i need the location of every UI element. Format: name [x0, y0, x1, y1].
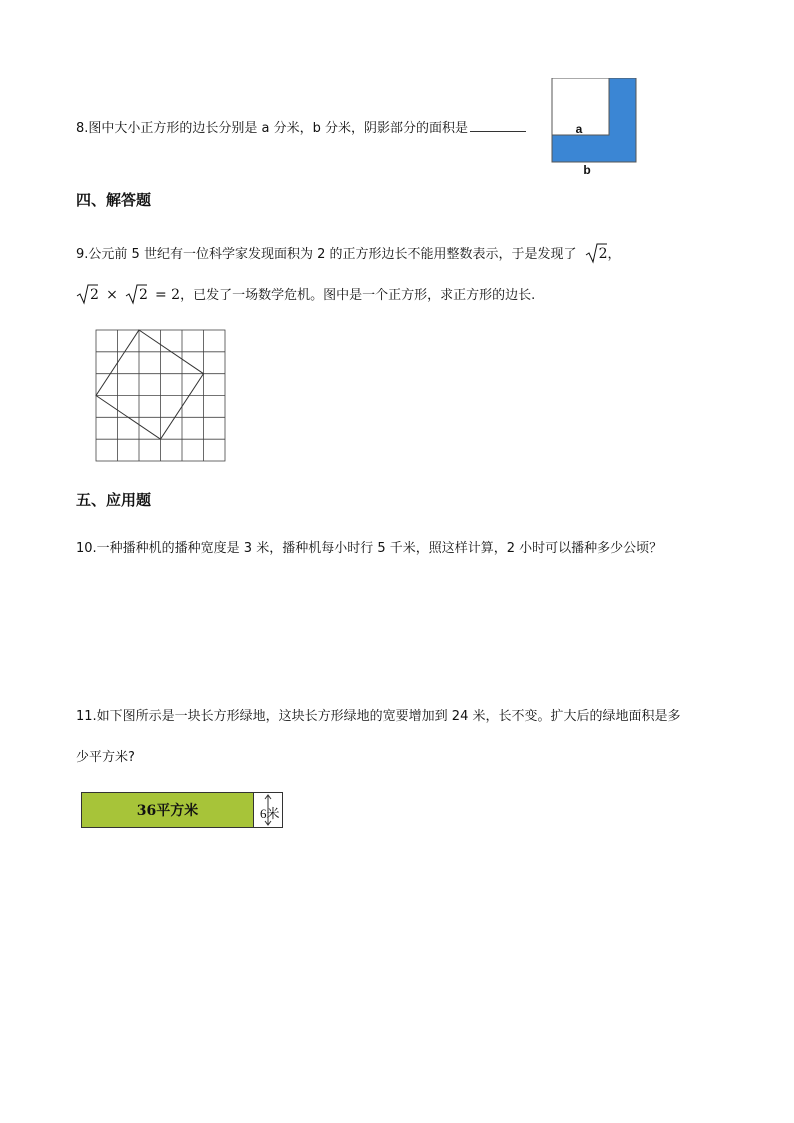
q11-green-rectangle	[81, 792, 254, 828]
section5-title: 五、应用题	[76, 491, 152, 509]
q11-width-box	[253, 792, 283, 828]
section4-title: 四、解答题	[76, 191, 152, 209]
q11-line2: 少平方米?	[76, 750, 135, 765]
q9-grid-figure	[94, 328, 228, 464]
q9-tilted-square	[96, 330, 204, 439]
q9-sqrt-arg: 2	[598, 246, 608, 262]
q9-line1	[76, 242, 621, 264]
q9-times-sign: ×	[106, 287, 118, 303]
q9-line1-text: 9.公元前 5 世纪有一位科学家发现面积为 2 的正方形边长不能用整数表示，于是发现了	[76, 247, 577, 262]
q8-label-b: b	[583, 163, 591, 177]
q9-equals-two: = 2	[155, 287, 181, 303]
q8-squares-figure	[544, 78, 656, 178]
q8-prefix: 8.图中大小正方形的边长分别是 a 分米，b 分米，阴影部分的面积是	[76, 121, 469, 136]
q9-grid-lines	[96, 330, 225, 461]
q9-sqrt-arg-1: 2	[90, 287, 99, 303]
q11-width-label: 6米	[260, 806, 280, 821]
q8-label-a: a	[575, 122, 583, 136]
q9-line1-tail: ，	[607, 247, 621, 262]
q9-line2	[76, 283, 535, 305]
q9-sqrt-arg-2: 2	[138, 287, 148, 303]
q11-area-label: 36平方米	[136, 803, 199, 819]
q9-line2-text: ，已发了一场数学危机。图中是一个正方形，求正方形的边长.	[180, 288, 536, 303]
q8-text	[76, 119, 526, 138]
q10-text: 10.一种播种机的播种宽度是 3 米，播种机每小时行 5 千米，照这样计算，2 小时可以播种多少公顷？	[76, 541, 663, 556]
q11-line1: 11.如下图所示是一块长方形绿地，这块长方形绿地的宽要增加到 24 米，长不变。扩大后的绿地面积是多	[76, 709, 681, 724]
q8-answer-blank	[470, 119, 526, 132]
